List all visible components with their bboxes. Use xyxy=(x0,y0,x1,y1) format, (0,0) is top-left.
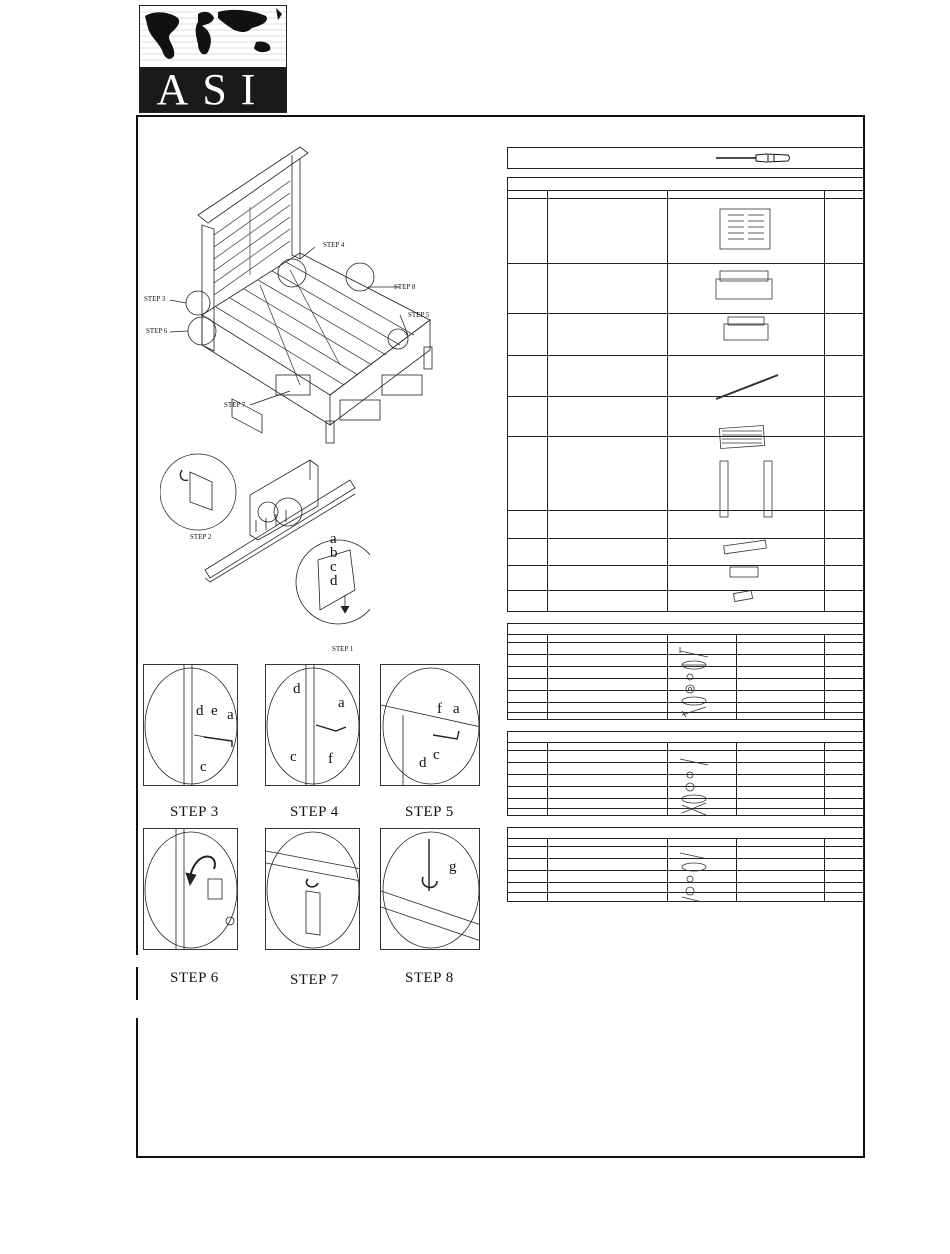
hardware-icons xyxy=(676,641,716,901)
parts-illustrations xyxy=(668,199,824,611)
step5-letter-c: c xyxy=(433,747,440,763)
step8-detail xyxy=(380,828,480,950)
step8-caption: STEP 8 xyxy=(405,970,454,986)
step3-letter-c: c xyxy=(200,759,207,775)
frame-gap xyxy=(866,935,868,1155)
step3-letter-d: d xyxy=(196,703,204,719)
step7-detail xyxy=(265,828,360,950)
parts-list-table xyxy=(507,177,864,612)
label-step8: STEP 8 xyxy=(394,283,416,291)
label-step6: STEP 6 xyxy=(146,327,168,335)
step8-letter-g: g xyxy=(449,859,457,875)
bed-assembly-illustration xyxy=(140,135,480,460)
step5-caption: STEP 5 xyxy=(405,804,454,820)
label-step5: STEP 5 xyxy=(408,311,430,319)
company-logo xyxy=(139,5,287,113)
label-step3: STEP 3 xyxy=(144,295,166,303)
step3-detail xyxy=(143,664,238,786)
step3-letter-e: e xyxy=(211,703,218,719)
label-step4: STEP 4 xyxy=(323,241,345,249)
frame-gap-left xyxy=(134,955,140,967)
step4-detail xyxy=(265,664,360,786)
label-step7: STEP 7 xyxy=(224,401,246,409)
frame-gap-left-2 xyxy=(134,1000,140,1018)
step6-caption: STEP 6 xyxy=(170,970,219,986)
letter-d: d xyxy=(330,573,338,589)
step5-letter-a: a xyxy=(453,701,460,717)
screwdriver-icon xyxy=(716,153,790,163)
letter-c: c xyxy=(330,559,337,575)
step5-letter-f: f xyxy=(437,701,442,717)
footboard-detail-illustration xyxy=(160,440,370,655)
logo-wordmark: ASI xyxy=(140,67,286,112)
step6-detail xyxy=(143,828,238,950)
step1-letters xyxy=(330,532,338,588)
step3-letter-a: a xyxy=(227,707,234,723)
step4-letter-f: f xyxy=(328,751,333,767)
tools-row xyxy=(507,147,864,169)
label-step1: STEP 1 xyxy=(332,645,354,653)
world-map-icon xyxy=(140,6,286,68)
step3-caption: STEP 3 xyxy=(170,804,219,820)
label-step2: STEP 2 xyxy=(190,533,212,541)
step4-letter-d: d xyxy=(293,681,301,697)
letter-a: a xyxy=(330,531,337,547)
step5-detail xyxy=(380,664,480,786)
step4-letter-c: c xyxy=(290,749,297,765)
step7-caption: STEP 7 xyxy=(290,972,339,988)
step4-letter-a: a xyxy=(338,695,345,711)
step4-caption: STEP 4 xyxy=(290,804,339,820)
letter-b: b xyxy=(330,545,338,561)
step5-letter-d: d xyxy=(419,755,427,771)
